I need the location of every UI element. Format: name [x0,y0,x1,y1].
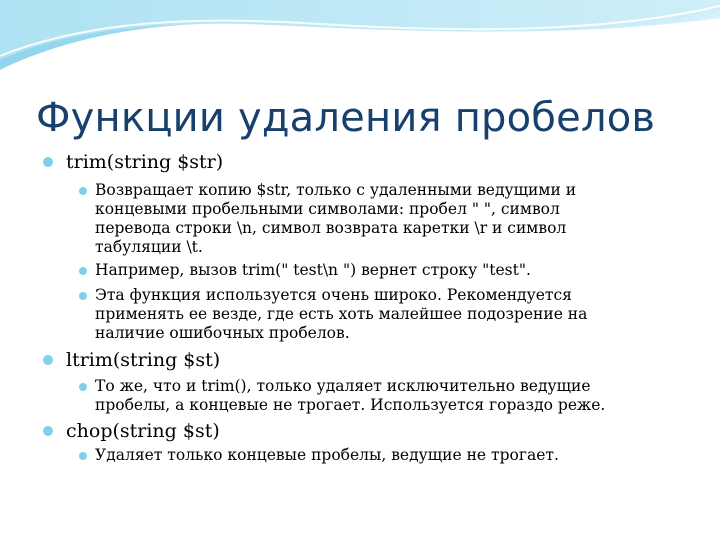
level2-bullet [79,292,87,300]
item-heading: chop(string $st) [66,420,220,442]
level2-bullet [79,452,87,460]
text-line: перевода строки \n, символ возврата каретки \r и символ [95,219,567,237]
text-line: Возвращает копию $str, только с удаленными ведущими и [95,181,577,199]
text-line: табуляции \t. [95,238,203,256]
level2-bullet [79,267,87,275]
text-line: То же, что и trim(), только удаляет исключительно ведущие [95,377,591,395]
item-heading: ltrim(string $st) [66,349,221,371]
text-line: пробелы, а концевые не трогает. Используется гораздо реже. [95,396,606,414]
level1-bullet [43,355,53,365]
slide-title: Функции удаления пробелов [36,95,656,141]
level2-bullet [79,187,87,195]
level1-bullet [43,157,53,167]
text-line: наличие ошибочных пробелов. [95,324,350,342]
level1-bullet [43,426,53,436]
text-line: концевыми пробельными символами: пробел " ", символ [95,200,560,218]
item-heading: trim(string $str) [66,151,224,173]
text-line: Удаляет только концевые пробелы, ведущие не трогает. [95,446,559,464]
text-line: Например, вызов trim(" test\n ") вернет строку "test". [95,261,531,279]
text-line: Эта функция используется очень широко. Рекомендуется [95,286,572,304]
text-line: применять ее везде, где есть хоть малейшее подозрение на [95,305,588,323]
level2-bullet [79,383,87,391]
